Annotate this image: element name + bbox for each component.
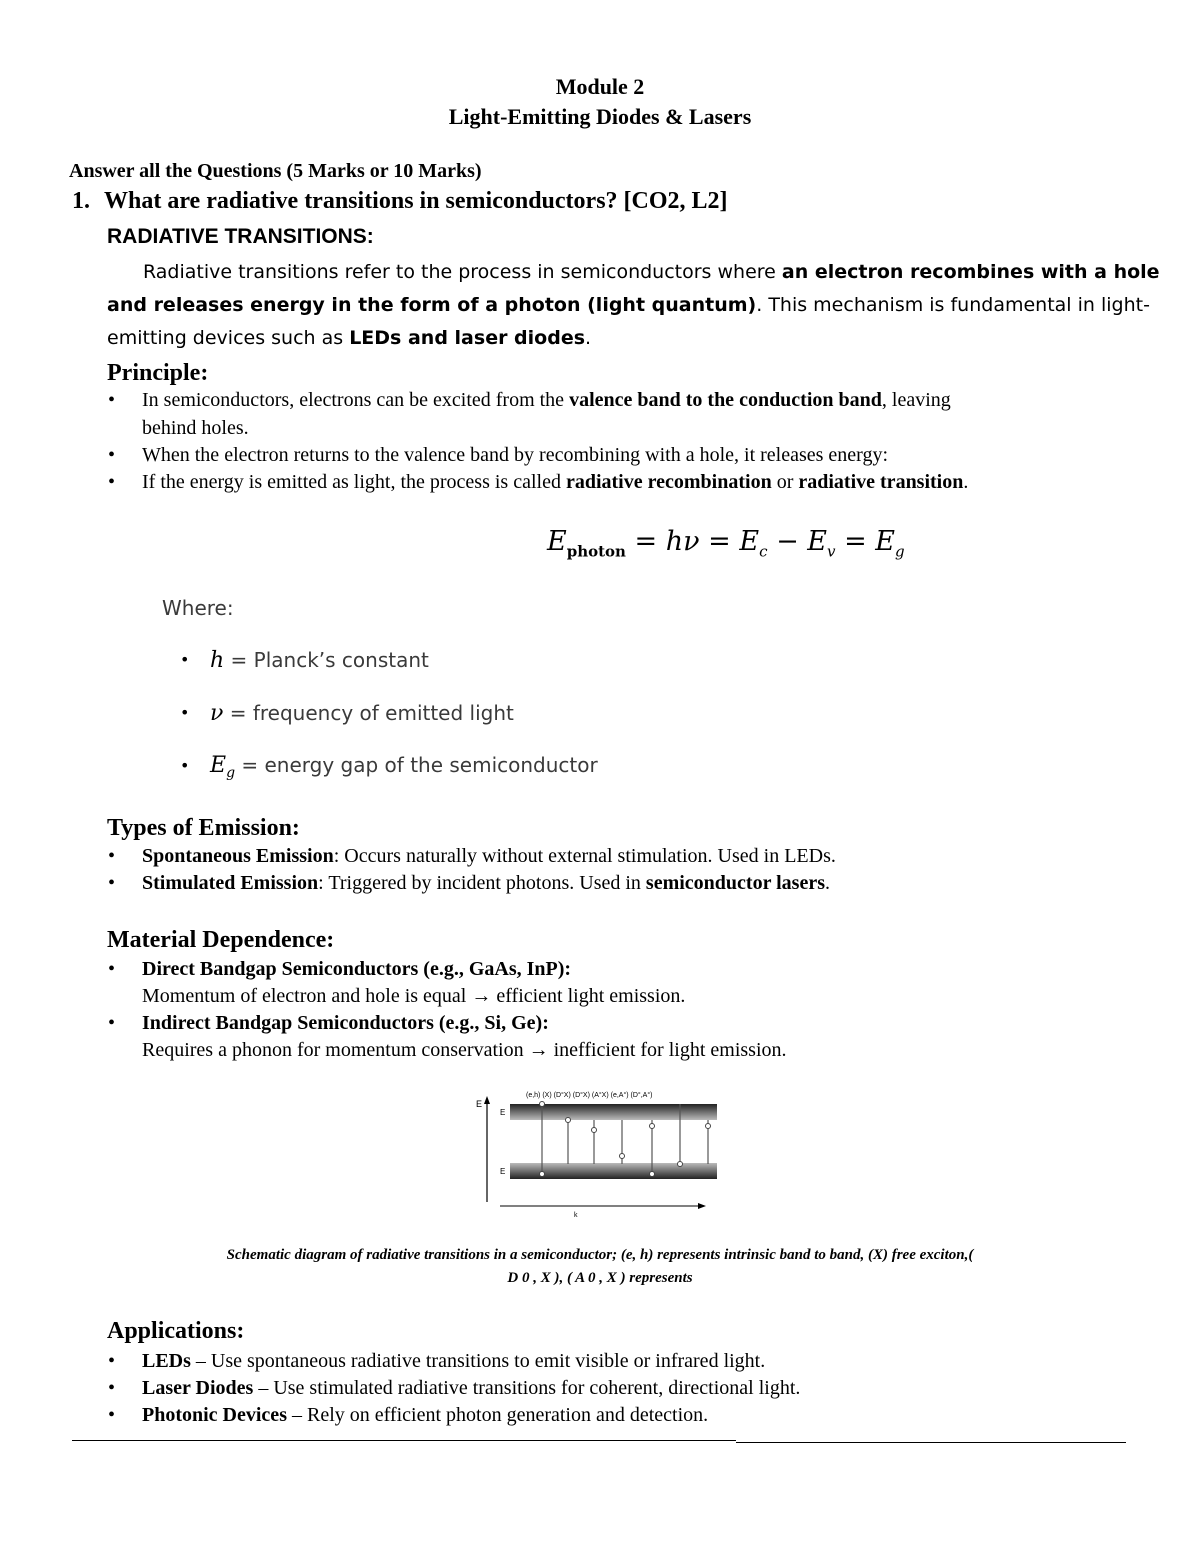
bullet-icon: • — [180, 650, 190, 669]
where-desc: = frequency of emitted light — [223, 701, 514, 725]
energy-axis-arrow-icon — [484, 1096, 490, 1104]
radiative-bold: LEDs and laser diodes — [349, 327, 586, 349]
applications-text: – Use stimulated radiative transitions for coherent, directional light. — [253, 1377, 801, 1399]
where-label: Where: — [162, 596, 234, 620]
figure-caption-line-2: D 0 , X ), ( A 0 , X ) represents — [507, 1270, 693, 1286]
where-symbol: h — [210, 648, 225, 673]
axis-e-label: E — [476, 1099, 483, 1109]
radiative-bold: and releases energy in the form of a photon (light quantum) — [107, 294, 757, 316]
k-label: k — [574, 1212, 578, 1219]
where-desc: = Planck’s constant — [224, 648, 429, 672]
figure-caption-line-1: Schematic diagram of radiative transitions in a semiconductor; (e, h) represents intrinsic band to band, (X) free exciton,( — [226, 1247, 974, 1263]
applications-item-1 — [142, 1350, 765, 1373]
applications-bold: LEDs — [142, 1350, 191, 1372]
applications-text: – Rely on efficient photon generation and detection. — [286, 1404, 709, 1426]
emission-bold: semiconductor lasers — [645, 872, 825, 894]
eq-subscript: g — [895, 542, 905, 561]
emission-bold: Stimulated Emission — [142, 872, 319, 894]
bullet-icon: • — [108, 1404, 116, 1426]
eq-symbol: E — [547, 526, 567, 557]
question-text: What are radiative transitions in semiconductors? [CO2, L2] — [104, 188, 728, 214]
bullet-icon: • — [180, 756, 190, 775]
radiative-line-3 — [107, 327, 591, 349]
eq-text: − — [767, 526, 808, 557]
page-title: Light-Emitting Diodes & Lasers — [448, 104, 752, 129]
radiative-text: emitting devices such as — [107, 327, 350, 349]
radiative-text: Radiative transitions refer to the process in semiconductors where — [143, 261, 782, 283]
bullet-icon: • — [180, 703, 190, 722]
eq-symbol: E — [807, 526, 827, 557]
emission-heading: Types of Emission: — [107, 815, 300, 841]
divider — [72, 1440, 736, 1441]
eq-text: = — [835, 526, 876, 557]
where-symbol: E — [210, 753, 227, 778]
radiative-text: . — [585, 327, 592, 349]
emission-item-1 — [142, 845, 836, 868]
question-number: 1. — [72, 188, 90, 214]
where-item-h — [210, 648, 429, 673]
emission-text: : Occurs naturally without external stimulation. Used in LEDs. — [333, 845, 836, 867]
bullet-icon: • — [108, 389, 116, 411]
emission-item-2 — [142, 872, 830, 895]
radiative-line-2 — [107, 294, 1150, 316]
photon-energy-equation — [547, 526, 905, 560]
radiative-line-1 — [143, 261, 1160, 283]
material-item-2-text: Requires a phonon for momentum conservation → inefficient for light emission. — [142, 1039, 787, 1061]
principle-bold: radiative recombination — [565, 471, 772, 493]
where-symbol: ν — [210, 701, 224, 726]
applications-bold: Photonic Devices — [142, 1404, 287, 1426]
bullet-icon: • — [108, 471, 116, 493]
eq-subscript: v — [827, 542, 836, 561]
radiative-text: . This mechanism is fundamental in light- — [756, 294, 1150, 316]
bullet-icon: • — [108, 872, 116, 894]
principle-item-1-cont: behind holes. — [142, 417, 249, 439]
bullet-icon: • — [108, 1350, 116, 1372]
material-item-1-text: Momentum of electron and hole is equal → efficient light emission. — [142, 985, 686, 1007]
emission-text: . — [824, 872, 830, 894]
principle-bold: radiative transition — [798, 471, 964, 493]
divider — [736, 1442, 1126, 1443]
material-item-2-title: Indirect Bandgap Semiconductors (e.g., Si, Ge): — [142, 1012, 549, 1034]
applications-item-3 — [142, 1404, 708, 1427]
instructions: Answer all the Questions (5 Marks or 10 Marks) — [69, 160, 482, 182]
radiative-bold: an electron recombines with a hole — [781, 261, 1160, 283]
eq-subscript: photon — [566, 542, 626, 561]
radiative-transitions-diagram — [470, 1082, 740, 1222]
emission-bold: Spontaneous Emission — [142, 845, 334, 867]
applications-heading: Applications: — [107, 1318, 245, 1344]
ev-label: E — [500, 1167, 506, 1176]
question-1 — [72, 188, 728, 215]
module-number: Module 2 — [555, 74, 645, 99]
eq-text: = hν = — [625, 526, 740, 557]
radiative-heading: RADIATIVE TRANSITIONS: — [107, 225, 374, 248]
applications-item-2 — [142, 1377, 800, 1400]
bullet-icon: • — [108, 845, 116, 867]
material-heading: Material Dependence: — [107, 927, 335, 953]
principle-text: If the energy is emitted as light, the process is called — [142, 471, 566, 493]
bullet-icon: • — [108, 444, 116, 466]
where-item-eg — [210, 753, 598, 781]
material-item-1-title: Direct Bandgap Semiconductors (e.g., GaAs, InP): — [142, 958, 572, 980]
where-subscript: g — [226, 765, 236, 781]
principle-bold: valence band to the conduction band — [569, 389, 882, 411]
k-axis-arrow-icon — [698, 1203, 706, 1209]
transition-labels: (e,h) (X) (D°X) (D°X) (A°X) (e,A°) (D°,A°) — [526, 1092, 653, 1099]
eq-symbol: E — [875, 526, 895, 557]
eq-symbol: E — [739, 526, 760, 557]
principle-item-3 — [142, 471, 968, 494]
principle-text: . — [963, 471, 969, 493]
bullet-icon: • — [108, 1012, 116, 1034]
principle-item-1 — [142, 389, 951, 412]
where-desc: = energy gap of the semiconductor — [235, 753, 598, 777]
bullet-icon: • — [108, 958, 116, 980]
bullet-icon: • — [108, 1377, 116, 1399]
principle-text: or — [771, 471, 799, 493]
principle-text: , leaving — [881, 389, 951, 411]
principle-item-2: When the electron returns to the valence band by recombining with a hole, it releases energy: — [142, 444, 889, 466]
eq-subscript: c — [759, 542, 768, 561]
principle-text: In semiconductors, electrons can be excited from the — [142, 389, 570, 411]
principle-heading: Principle: — [107, 360, 209, 386]
applications-text: – Use spontaneous radiative transitions to emit visible or infrared light. — [190, 1350, 766, 1372]
applications-bold: Laser Diodes — [142, 1377, 254, 1399]
ec-label: E — [500, 1108, 506, 1117]
where-item-nu — [210, 701, 514, 726]
emission-text: : Triggered by incident photons. Used in — [318, 872, 646, 894]
